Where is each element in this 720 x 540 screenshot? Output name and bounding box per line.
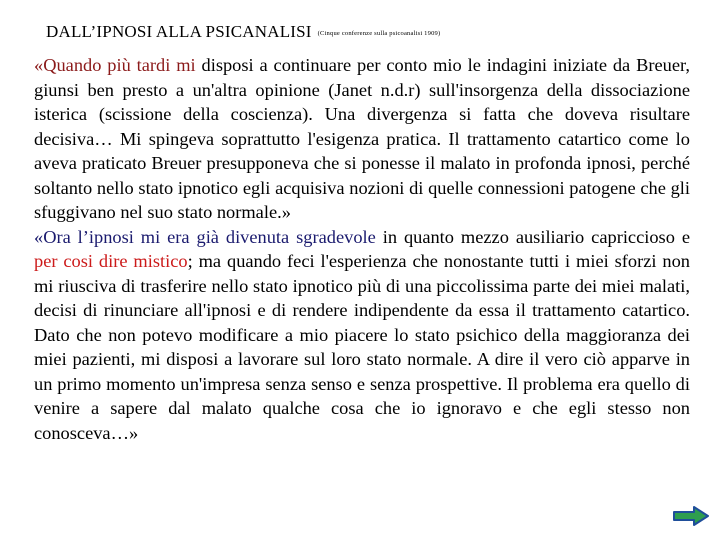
quote-2-highlight: «Ora l’ipnosi mi era già divenuta sgradevole: [34, 226, 376, 247]
title-subtitle: (Cinque conferenze sulla psicoanalisi 1909): [317, 29, 441, 37]
quote-2-highlight-red: per cosi dire mistico: [34, 251, 188, 271]
quote-paragraph-1: [34, 53, 690, 225]
title-text: DALL’IPNOSI ALLA PSICANALISI: [46, 22, 312, 41]
right-arrow-icon: [672, 505, 710, 527]
quote-2-text-a: in quanto mezzo ausiliario capriccioso e: [375, 226, 690, 247]
quote-1-text: disposi a continuare per conto mio le indagini iniziate da Breuer, giunsi ben presto a un'altra opinione (Janet n.d.r) sull'insorgenza della dissociazione isterica (scissione della coscienza). Una divergenza si fatta che doveva risultare decisiva… Mi spingeva soprattutto l'esigenza pratica. Il trattamento catartico come lo aveva praticato Breuer presupponeva che si ponesse il malato in profonda ipnosi, perché soltanto nello stato ipnotico egli acquisiva nozioni di quelle connessioni patogene che gli sfuggivano nel suo stato normale.»: [34, 55, 690, 222]
next-slide-button[interactable]: [672, 505, 710, 527]
quote-1-highlight: «Quando più tardi mi: [34, 55, 196, 75]
slide-title: [46, 22, 440, 42]
quote-2-text-b: ; ma quando feci l'esperienza che nonostante tutti i miei sforzi non mi riusciva di trasferire nello stato ipnotico più di una piccolissima parte dei miei malati, decisi di rinunciare all'ipnosi e di rendere indipendente da essa il trattamento catartico. Dato che non potevo modificare a mio piacere lo stato psichico della maggioranza dei miei pazienti, mi disposi a lavorare sul loro stato normale. A dire il vero ciò apparve in un primo momento un'impresa senza senso e senza prospettive. Il problema era quello di venire a sapere dal malato qualche cosa che io ignoravo e che egli stesso non conosceva…»: [34, 251, 690, 443]
quote-paragraph-2: [34, 225, 690, 446]
quote-body: [34, 53, 690, 445]
